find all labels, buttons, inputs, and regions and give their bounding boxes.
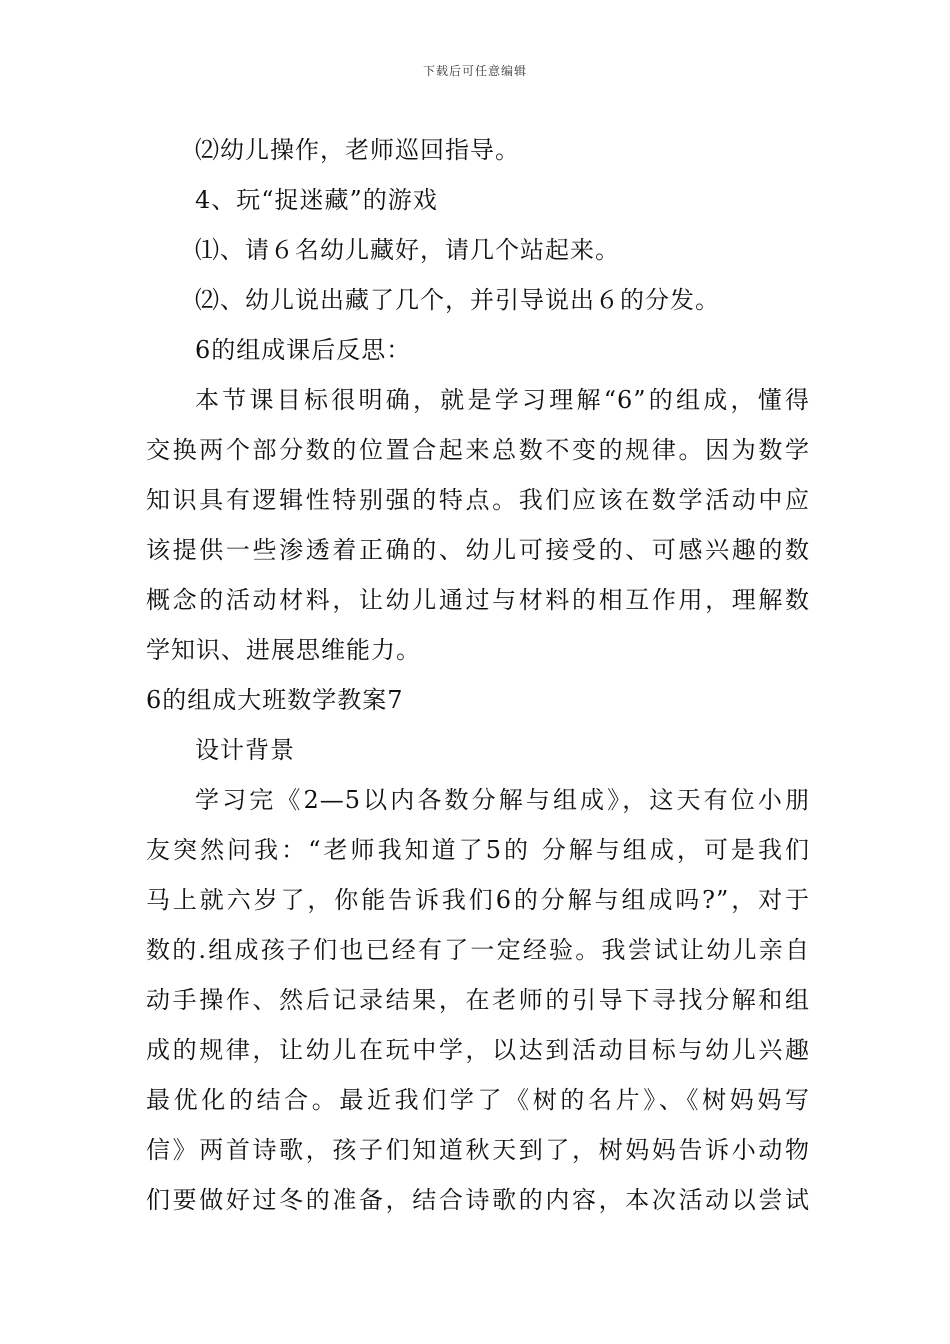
text-line: 交换两个部分数的位置合起来总数不变的规律。因为数学 (146, 436, 810, 464)
text-line: 概念的活动材料，让幼儿通过与材料的相互作用，理解数 (146, 586, 810, 614)
text-line: 数的.组成孩子们也已经有了一定经验。我尝试让幼儿亲自 (146, 936, 810, 964)
text-line: 知识具有逻辑性特别强的特点。我们应该在数学活动中应 (146, 486, 810, 514)
text-line: 友突然问我：“老师我知道了5的 分解与组成，可是我们 (146, 836, 810, 864)
text-line: 学习完《2—5以内各数分解与组成》，这天有位小朋 (195, 786, 810, 814)
text-line: 信》两首诗歌，孩子们知道秋天到了，树妈妈告诉小动物 (146, 1136, 810, 1164)
section-title: 6的组成课后反思： (195, 336, 412, 364)
text-line: ⑴、请６名幼儿藏好，请几个站起来。 (195, 236, 620, 264)
page-header: 下载后可任意编辑 (422, 64, 527, 78)
text-line: 4、玩“捉迷藏”的游戏 (195, 186, 438, 214)
text-line: 最优化的结合。最近我们学了《树的名片》、《树妈妈写 (146, 1086, 810, 1114)
text-line: ⑵幼儿操作，老师巡回指导。 (195, 136, 520, 164)
text-line: 本节课目标很明确，就是学习理解“6”的组成，懂得 (195, 386, 810, 414)
text-line: 马上就六岁了，你能告诉我们6的分解与组成吗?”，对于 (146, 886, 810, 914)
document-title: 6的组成大班数学教案7 (146, 686, 404, 714)
text-line: 学知识、进展思维能力。 (146, 636, 421, 664)
section-title: 设计背景 (195, 736, 295, 764)
text-line: ⑵、幼儿说出藏了几个，并引导说出６的分发。 (195, 286, 720, 314)
text-line: 们要做好过冬的准备，结合诗歌的内容，本次活动以尝试 (146, 1186, 810, 1214)
text-line: 动手操作、然后记录结果，在老师的引导下寻找分解和组 (146, 986, 810, 1014)
text-line: 该提供一些渗透着正确的、幼儿可接受的、可感兴趣的数 (146, 536, 810, 564)
text-line: 成的规律，让幼儿在玩中学，以达到活动目标与幼儿兴趣 (146, 1036, 810, 1064)
